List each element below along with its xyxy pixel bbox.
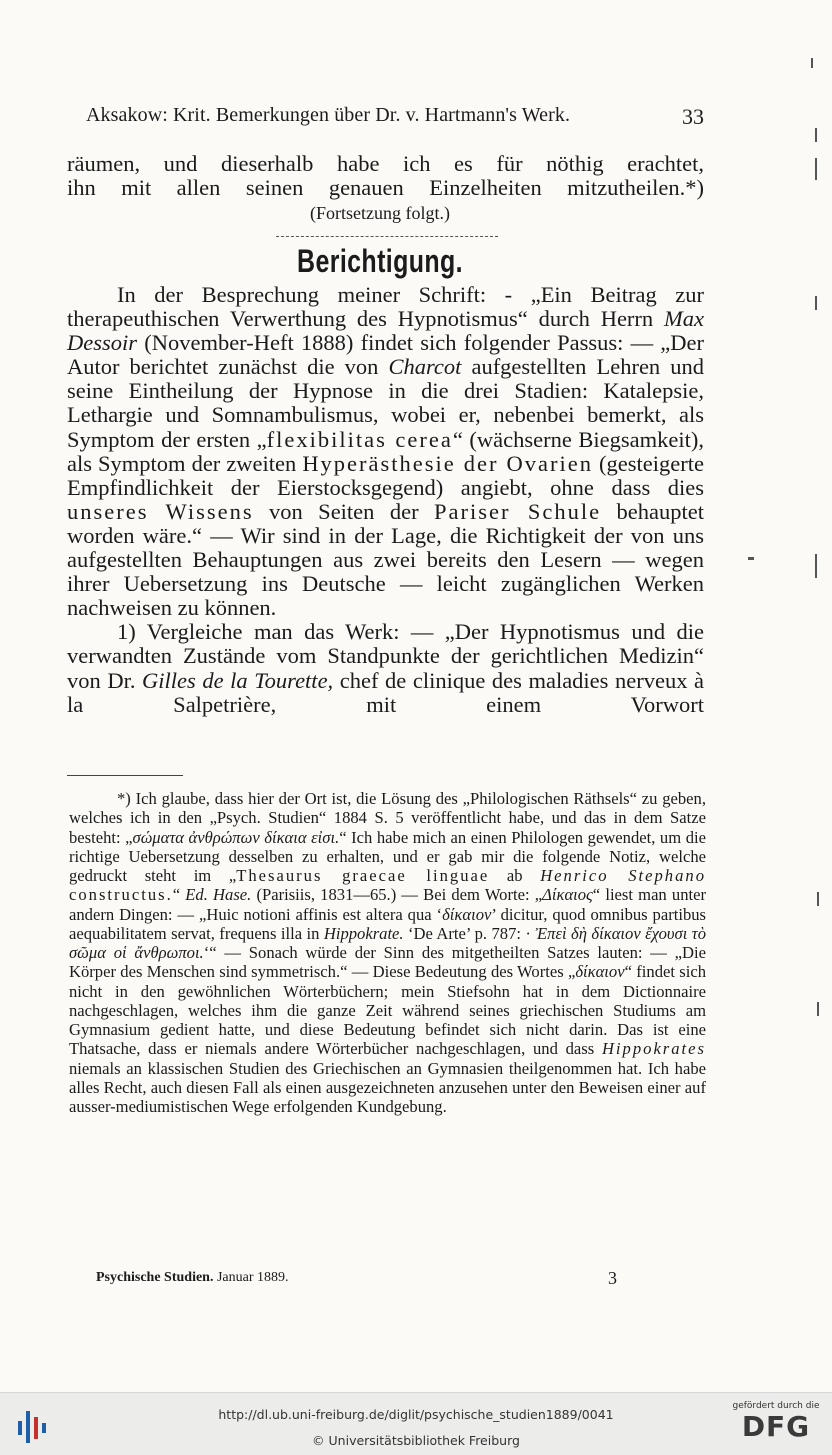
permalink-url[interactable]: http://dl.ub.uni-freiburg.de/diglit/psychische_studien1889/0041 <box>218 1407 614 1422</box>
dfg-logo[interactable] <box>728 1401 824 1443</box>
footnote-text: *) Ich glaube, dass hier der Ort ist, die Lösung des „Philologischen Räthsels“ zu geben, welches ich in den „Psych. Studien“ 1884 S. 5 veröffentlicht habe, und das in dem Satze besteht: „σώματα ἀνθρώπων δίκαια εἰσι.“ Ich habe mich an einen Philologen gewendet, um die richtige Uebersetzung desselben zu erhalten, und er gab mir die folgende Notiz, welche gedruckt steht im „Thesaurus graecae linguae ab Henrico Stephano constructus.“ Ed. Hase. (Parisiis, 1831—65.) — Bei dem Worte: „Δίκαιος“ liest man unter andern Dingen: — „Huic notioni affinis est altera qua ‘δίκαιον’ dicitur, quod omnibus partibus aequabilitatem servat, frequens illa in Hippokrate. ‘De Arte’ p. 787: · Ἐπεὶ δὴ δίκαιον ἔχουσι τὸ σῶμα οἱ ἄνθρωποι.‘“ — Sonach würde der Sinn des mitgetheilten Satzes lauten: — „Die Körper des Menschen sind symmetrisch.“ — Diese Bedeutung des Wortes „δίκαιον“ findet sich nicht in den gewöhnlichen Wörterbüchern; mein Stiefsohn hat in dem Dictionnaire nachgeschlagen, welches ihm die ganze Zeit während seines griechischen Studiums am Gymnasium gedient hatte, und diese Bedeutung befindet sich nicht darin. Das ist eine Thatsache, dass er niemals andere Wörterbücher nachgeschlagen, und dass Hippokrates niemals an klassischen Studien des Griechischen an Gymnasien theilgenommen hat. Ich habe alles Recht, auch diesen Fall als einen ausgezeichneten anzusehen unter den Beweisen einer auf ausser-mediumistischen Wege erfolgenden Kundgebung. <box>69 789 707 1116</box>
scan-mark <box>811 58 813 68</box>
intro-line-2: ihn mit allen seinen genauen Einzelheiten mitzutheilen.*) <box>67 175 704 201</box>
running-header-title: Aksakow: Krit. Bemerkungen über Dr. v. Hartmann's Werk. <box>86 104 571 126</box>
copyright-notice: © Universitätsbibliothek Freiburg <box>312 1433 520 1448</box>
scan-mark <box>815 296 817 310</box>
intro-text <box>67 152 704 200</box>
scan-mark <box>815 158 817 180</box>
scan-mark <box>815 128 817 142</box>
scan-mark <box>817 892 819 906</box>
dfg-logo-text: DFG <box>741 1410 811 1443</box>
page-number: 33 <box>682 104 704 129</box>
continuation-note: (Fortsetzung folgt.) <box>310 203 450 223</box>
scan-mark <box>815 554 817 578</box>
article-body <box>67 283 704 717</box>
sheet-number: 3 <box>608 1268 617 1288</box>
scan-mark <box>817 1002 819 1016</box>
footnote <box>69 789 706 1116</box>
intro-line-1: räumen, und dieserhalb habe ich es für nöthig erachtet, <box>67 151 704 176</box>
paragraph-2: 1) Vergleiche man das Werk: — „Der Hypnotismus und die verwandten Zustände vom Standpunkte der gerichtlichen Medizin“ von Dr. Gilles de la Tourette, chef de clinique des maladies nerveux à la Salpetrière, mit einem Vorwort <box>67 619 705 717</box>
viewer-footer <box>0 1392 832 1455</box>
paragraph-1: In der Besprechung meiner Schrift: - „Ein Beitrag zur therapeuthischen Verwerthung des Hypnotismus“ durch Herrn Max Dessoir (November-Heft 1888) findet sich folgender Passus: — „Der Autor berichtet zunächst die von Charcot aufgestellten Lehren und seine Eintheilung der Hypnose in die drei Stadien: Katalepsie, Lethargie und Somnambulismus, wobei er, nebenbei bemerkt, als Symptom der ersten „flexibilitas cerea“ (wächserne Biegsamkeit), als Symptom der zweiten Hyperästhesie der Ovarien (gesteigerte Empfindlichkeit der Eierstocksgegend) angiebt, ohne dass dies unseres Wissens von Seiten der Pariser Schule behauptet worden wäre.“ — Wir sind in der Lage, die Richtigkeit der von uns aufgestellten Behauptungen aus zwei bereits den Lesern — wegen ihrer Uebersetzung ins Deutsche — leicht zugänglichen Werken nachweisen zu können. <box>67 282 705 621</box>
sponsor-note: gefördert durch die <box>732 1401 820 1411</box>
article-title: Berichtigung. <box>297 243 463 279</box>
scan-mark <box>748 557 754 560</box>
running-header <box>86 104 704 130</box>
footnote-rule <box>67 775 183 776</box>
section-divider <box>276 236 498 237</box>
signature-line: Psychische Studien. Januar 1889. <box>96 1270 289 1285</box>
